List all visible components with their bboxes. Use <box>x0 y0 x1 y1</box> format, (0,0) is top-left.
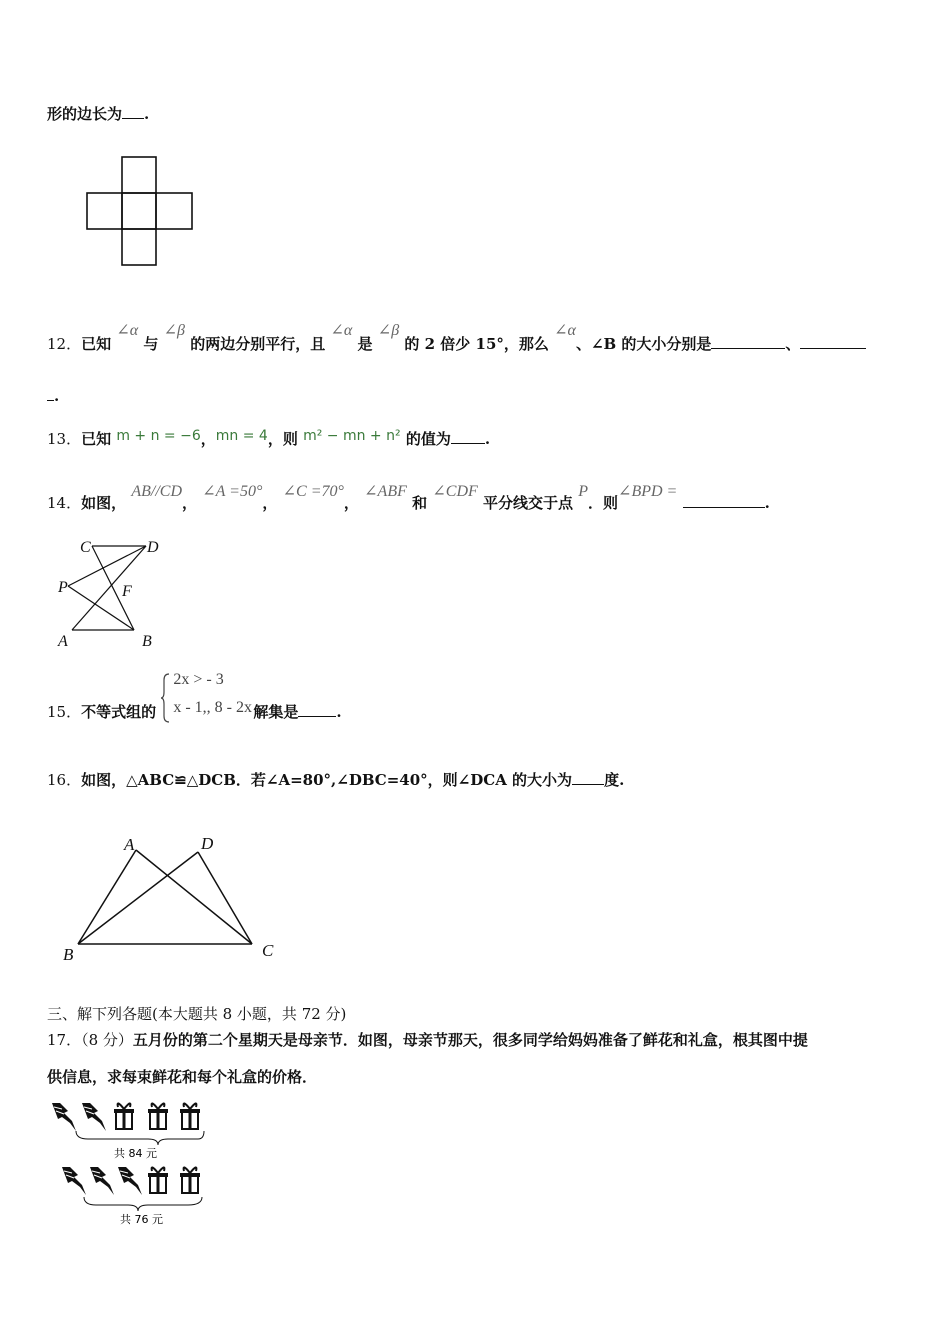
label-a: A <box>58 633 68 650</box>
flower-icon <box>52 1103 76 1131</box>
label-c: C <box>80 539 91 556</box>
question-12: 12．已知 ∠α 与 ∠β 的两边分别平行，且 ∠α 是 ∠β 的 2 倍少 15°，那么 ∠α、∠B 的大小分别是 、 <box>47 333 866 354</box>
inequality-system: 2x > - 3 x - 1,, 8 - 2x <box>161 697 253 717</box>
row2-brace <box>84 1197 202 1211</box>
row2-items <box>62 1167 200 1195</box>
flower-icon <box>118 1167 142 1195</box>
net-square-top <box>122 157 156 193</box>
answer-blank <box>298 701 336 717</box>
net-square-center <box>122 193 156 229</box>
q14-figure <box>50 534 170 652</box>
flower-icon <box>90 1167 114 1195</box>
segment-ad <box>72 546 146 630</box>
row1-brace <box>76 1131 204 1145</box>
gift-box-icon <box>180 1167 200 1193</box>
row1-items <box>52 1103 200 1131</box>
question-14: 14．如图， AB//CD， ∠A =50°， ∠C =70°， ∠ABF 和 ∠CDF 平分线交于点 P．则∠BPD = . <box>47 483 770 512</box>
segment-bd <box>78 852 198 944</box>
flower-icon <box>62 1167 86 1195</box>
question-13: 13．已知 m + n = −6，mn = 4，则 m² − mn + n² 的值为 . <box>47 428 491 448</box>
question-16: 16．如图，△ABC≌△DCB．若∠A=80°,∠DBC=40°，则∠DCA 的大小为 度. <box>47 771 625 789</box>
segment-dc <box>198 852 252 944</box>
answer-blank <box>683 492 765 508</box>
net-square-bottom <box>122 229 156 265</box>
row1-total: 共 84 元 <box>114 1147 157 1160</box>
net-square-left <box>87 193 122 229</box>
left-brace <box>161 672 171 724</box>
label-p: P <box>58 579 68 596</box>
gift-box-icon <box>180 1103 200 1129</box>
section-3-heading: 三、解下列各题(本大题共 8 小题，共 72 分) <box>47 1005 347 1023</box>
question-15: 15．不等式组的 2x > - 3 x - 1,, 8 - 2x 解集是 . <box>47 697 342 722</box>
q17-figure <box>48 1097 218 1229</box>
answer-blank <box>122 103 144 119</box>
net-square-right <box>156 193 192 229</box>
label-b: B <box>63 945 74 964</box>
q16-figure <box>58 832 288 964</box>
answer-blank <box>47 385 54 401</box>
cross-net-figure <box>84 152 196 270</box>
label-d: D <box>147 539 159 556</box>
row2-total: 共 76 元 <box>120 1213 163 1226</box>
gift-box-icon <box>114 1103 134 1129</box>
label-b: B <box>142 633 152 650</box>
q11-tail: 形的边长为 . <box>47 105 150 123</box>
segment-ac <box>136 850 252 944</box>
label-f: F <box>122 583 132 600</box>
answer-blank <box>572 769 604 785</box>
answer-blank <box>800 333 866 349</box>
label-c: C <box>262 941 274 960</box>
label-a: A <box>124 835 135 854</box>
answer-blank <box>451 428 485 444</box>
label-d: D <box>201 834 214 853</box>
answer-blank <box>711 333 785 349</box>
question-17-line2: 供信息，求每束鲜花和每个礼盒的价格． <box>47 1068 318 1086</box>
gift-box-icon <box>148 1103 168 1129</box>
segment-ba <box>78 850 136 944</box>
gift-box-icon <box>148 1167 168 1193</box>
question-12-continued: . <box>47 385 59 405</box>
question-17-line1: 17．（8 分）五月份的第二个星期天是母亲节．如图，母亲节那天，很多同学给妈妈准备了鲜花和礼盒，根其图中提 <box>47 1031 808 1049</box>
flower-icon <box>82 1103 106 1131</box>
